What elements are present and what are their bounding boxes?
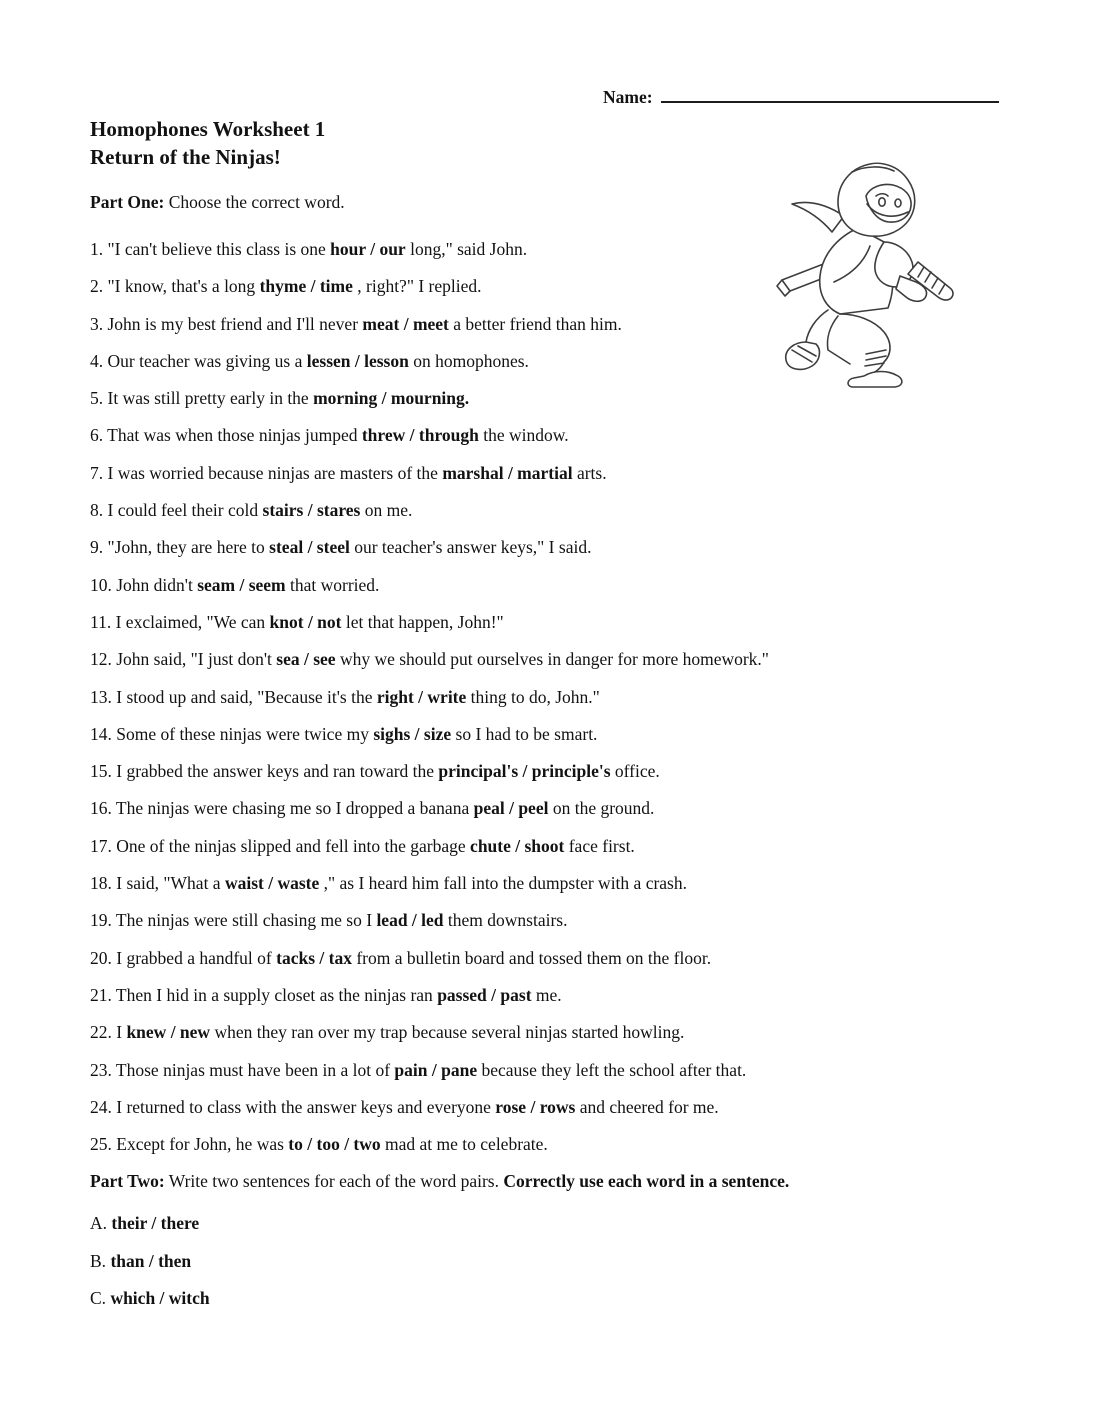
question-text-pre: John said, "I just don't [111,649,277,670]
question-text-post: on me. [360,500,413,521]
question-number: 21. [90,984,112,1005]
word-pairs-list [90,1212,1060,1309]
question-number: 16. [90,798,112,819]
homophone-pair: marshal / martial [442,462,573,483]
question-text-pre: I grabbed a handful of [111,947,277,968]
question-text-post: face first. [564,835,635,856]
pair-letter: B. [90,1250,111,1271]
part-one-instructions: Choose the correct word. [164,192,345,212]
part-two-instructions-bold: Correctly use each word in a sentence. [503,1171,790,1192]
homophone-pair: meat / meet [362,313,449,334]
ninja-rear-leg [806,310,828,342]
question-text-pre: John didn't [111,574,198,595]
part-two-label: Part Two: [90,1171,165,1192]
question-text-post: ," as I heard him fall into the dumpster with a crash. [319,873,687,894]
question-text-post: me. [531,984,562,1005]
question-24 [90,1096,1060,1118]
question-text-post: on homophones. [408,350,529,371]
question-text-pre: I returned to class with the answer keys and everyone [111,1096,496,1117]
question-text-post: office. [610,761,660,782]
question-text-pre: Our teacher was giving us a [103,350,307,371]
question-text-post: long," said John. [405,239,528,259]
homophone-pair: principal's / principle's [438,761,611,782]
question-number: 4. [90,350,104,371]
question-text-pre: The ninjas were chasing me so I dropped a banana [111,798,474,819]
question-text-pre: Then I hid in a supply closet as the ninjas ran [111,984,438,1005]
question-5 [90,387,1060,409]
word-pair-c [90,1287,1060,1309]
question-number: 17. [90,835,112,856]
question-text-post: the window. [478,425,569,446]
homophone-pair: right / write [376,686,467,707]
homophone-pair: their / there [111,1213,200,1234]
homophone-pair: which / witch [110,1288,210,1309]
question-text-pre: That was when those ninjas jumped [103,425,362,446]
question-text-post: thing to do, John." [466,686,600,707]
question-number: 22. [90,1022,112,1043]
question-text-post: them downstairs. [443,910,568,931]
part-two-instructions: Write two sentences for each of the word pairs. [164,1171,504,1192]
question-number: 2. [90,276,104,297]
question-number: 19. [90,910,112,931]
question-18 [90,872,1060,894]
question-6 [90,424,1060,446]
question-19 [90,909,1060,931]
question-text-post: our teacher's answer keys," I said. [349,537,592,558]
name-label: Name: [603,87,653,107]
question-text-pre: I exclaimed, "We can [111,611,270,632]
question-text-post: on the ground. [548,798,655,819]
homophone-pair: pain / pane [394,1059,478,1080]
pair-letter: C. [90,1288,111,1309]
question-text-pre: "I know, that's a long [103,276,260,297]
word-pair-a [90,1212,1060,1234]
homophone-pair: threw / through [361,425,479,446]
question-14 [90,723,1060,745]
name-fill-line [661,87,999,103]
question-25 [90,1133,1060,1155]
question-number: 13. [90,686,112,707]
question-text-pre: Those ninjas must have been in a lot of [111,1059,395,1080]
part-two-header [90,1170,1060,1192]
question-number: 11. [90,611,112,632]
question-text-pre: Some of these ninjas were twice my [111,723,374,744]
question-text-post: , right?" I replied. [352,276,482,297]
pair-letter: A. [90,1213,112,1234]
question-11 [90,611,1060,633]
question-text-pre: "I can't believe this class is one [103,239,331,259]
question-20 [90,947,1060,969]
homophone-pair: passed / past [437,984,532,1005]
homophone-pair: sighs / size [373,723,452,744]
question-text-post: let that happen, John!" [341,611,504,632]
question-number: 5. [90,388,104,409]
question-number: 14. [90,723,112,744]
question-number: 25. [90,1134,112,1155]
question-text-pre: John is my best friend and I'll never [103,313,363,334]
homophone-pair: knew / new [126,1022,211,1043]
question-number: 9. [90,537,104,558]
ninja-illustration [772,158,967,390]
question-text-post: and cheered for me. [575,1096,719,1117]
question-7 [90,462,1060,484]
title-line-1: Homophones Worksheet 1 [90,117,326,141]
homophone-pair: seam / seem [197,574,286,595]
question-15 [90,760,1060,782]
question-number: 10. [90,574,112,595]
question-13 [90,686,1060,708]
question-9 [90,536,1060,558]
question-number: 1. [90,239,104,259]
question-text-pre: "John, they are here to [103,537,270,558]
question-text-post: why we should put ourselves in danger for more homework." [335,649,769,670]
question-number: 3. [90,313,104,334]
homophone-pair: tacks / tax [276,947,352,968]
title-line-2: Return of the Ninjas! [90,144,281,169]
question-number: 23. [90,1059,112,1080]
question-text-post: that worried. [285,574,380,595]
homophone-pair: morning / mourning. [313,388,470,409]
ninja-eye-right [895,199,901,207]
question-number: 20. [90,947,112,968]
question-text-pre: I said, "What a [111,873,225,894]
question-text-post: arts. [572,462,607,483]
question-text-pre: Except for John, he was [111,1134,289,1155]
homophone-pair: thyme / time [259,276,353,297]
ninja-front-boot [848,372,902,388]
ninja-hood-flap [792,203,844,233]
question-text-pre: I [111,1022,127,1043]
question-8 [90,499,1060,521]
homophone-pair: stairs / stares [262,500,361,521]
homophone-pair: lessen / lesson [306,350,409,371]
question-16 [90,797,1060,819]
question-12 [90,648,1060,670]
question-text-post: so I had to be smart. [451,723,598,744]
question-text-pre: The ninjas were still chasing me so I [111,910,377,931]
question-number: 24. [90,1096,112,1117]
question-10 [90,574,1060,596]
homophone-pair: lead / led [376,910,444,931]
homophone-pair: waist / waste [224,873,320,894]
homophone-pair: knot / not [269,611,342,632]
question-text-pre: It was still pretty early in the [103,388,314,409]
homophone-pair: rose / rows [495,1096,576,1117]
question-number: 18. [90,873,112,894]
question-text-post: a better friend than him. [448,313,622,334]
ninja-eye-left [879,198,885,206]
question-number: 12. [90,649,112,670]
question-17 [90,835,1060,857]
homophone-pair: than / then [110,1250,192,1271]
question-text-pre: I could feel their cold [103,500,263,521]
question-21 [90,984,1060,1006]
word-pair-b [90,1250,1060,1272]
question-text-pre: I stood up and said, "Because it's the [111,686,377,707]
part-one-label: Part One: [90,192,165,212]
question-text-pre: I was worried because ninjas are masters of the [103,462,443,483]
question-number: 7. [90,462,104,483]
homophone-pair: chute / shoot [470,835,565,856]
question-text-post: mad at me to celebrate. [380,1134,548,1155]
question-23 [90,1059,1060,1081]
homophone-pair: hour / our [330,239,406,259]
homophone-pair: to / too / two [288,1134,381,1155]
question-number: 6. [90,425,104,446]
homophone-pair: peal / peel [473,798,549,819]
homophone-pair: steal / steel [269,537,350,558]
question-number: 15. [90,761,112,782]
question-text-post: because they left the school after that. [477,1059,747,1080]
question-text-post: from a bulletin board and tossed them on the floor. [351,947,712,968]
question-number: 8. [90,500,104,521]
question-text-pre: One of the ninjas slipped and fell into the garbage [111,835,471,856]
question-text-pre: I grabbed the answer keys and ran toward the [111,761,439,782]
question-22 [90,1021,1060,1043]
homophone-pair: sea / see [276,649,336,670]
name-row [603,86,999,108]
question-text-post: when they ran over my trap because several ninjas started howling. [210,1022,685,1043]
